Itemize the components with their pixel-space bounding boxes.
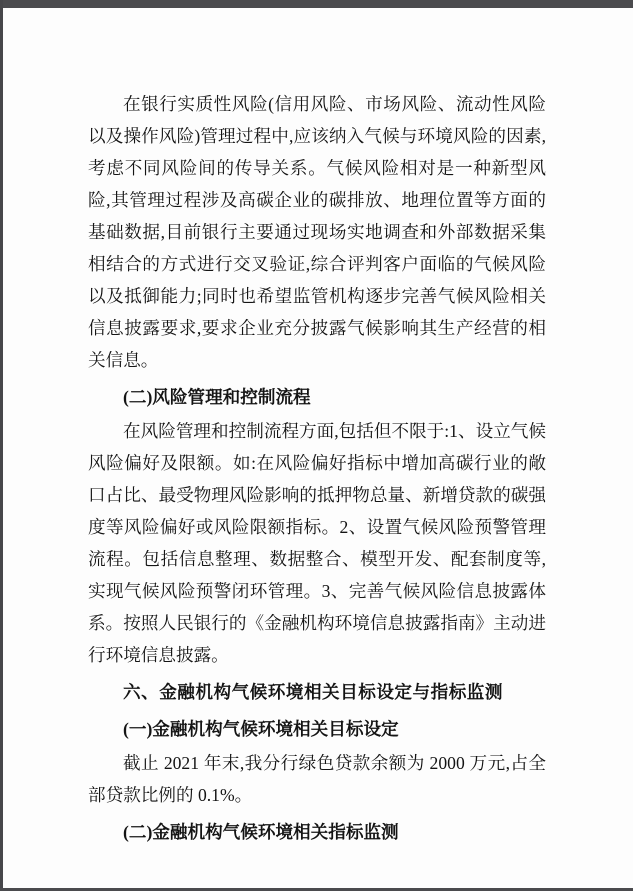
heading-section-six: 六、金融机构气候环境相关目标设定与指标监测 [123, 682, 503, 702]
paragraph-substantive-risk: 在银行实质性风险(信用风险、市场风险、流动性风险以及操作风险)管理过程中,应该纳入气候与环境风险的因素,考虑不同风险间的传导关系。气候风险相对是一种新型风险,其管理过程涉及高碳企业的碳排放、地理位置等方面的基础数据,目前银行主要通过现场实地调查和外部数据采集相结合的方式进行交叉验证,综合评判客户面临的气候风险以及抵御能力;同时也希望监管机构逐步完善气候风险相关信息披露要求,要求企业充分披露气候影响其生产经营的相关信息。 [88, 94, 546, 370]
heading-target-setting: (一)金融机构气候环境相关目标设定 [123, 719, 399, 739]
document-body [88, 88, 546, 850]
paragraph-green-loan-balance: 截止 2021 年末,我分行绿色贷款余额为 2000 万元,占全部贷款比例的 0.1%。 [88, 753, 546, 805]
heading-indicator-monitoring: (二)金融机构气候环境相关指标监测 [123, 822, 399, 842]
paragraph-risk-process-detail: 在风险管理和控制流程方面,包括但不限于:1、设立气候风险偏好及限额。如:在风险偏好指标中增加高碳行业的敞口占比、最受物理风险影响的抵押物总量、新增贷款的碳强度等风险偏好或风险限额指标。2、设置气候风险预警管理流程。包括信息整理、数据整合、模型开发、配套制度等,实现气候风险预警闭环管理。3、完善气候风险信息披露体系。按照人民银行的《金融机构环境信息披露指南》主动进行环境信息披露。 [88, 421, 546, 665]
heading-risk-management-process: (二)风险管理和控制流程 [123, 387, 311, 407]
window-top-edge [0, 0, 633, 8]
window-left-edge [0, 0, 3, 891]
